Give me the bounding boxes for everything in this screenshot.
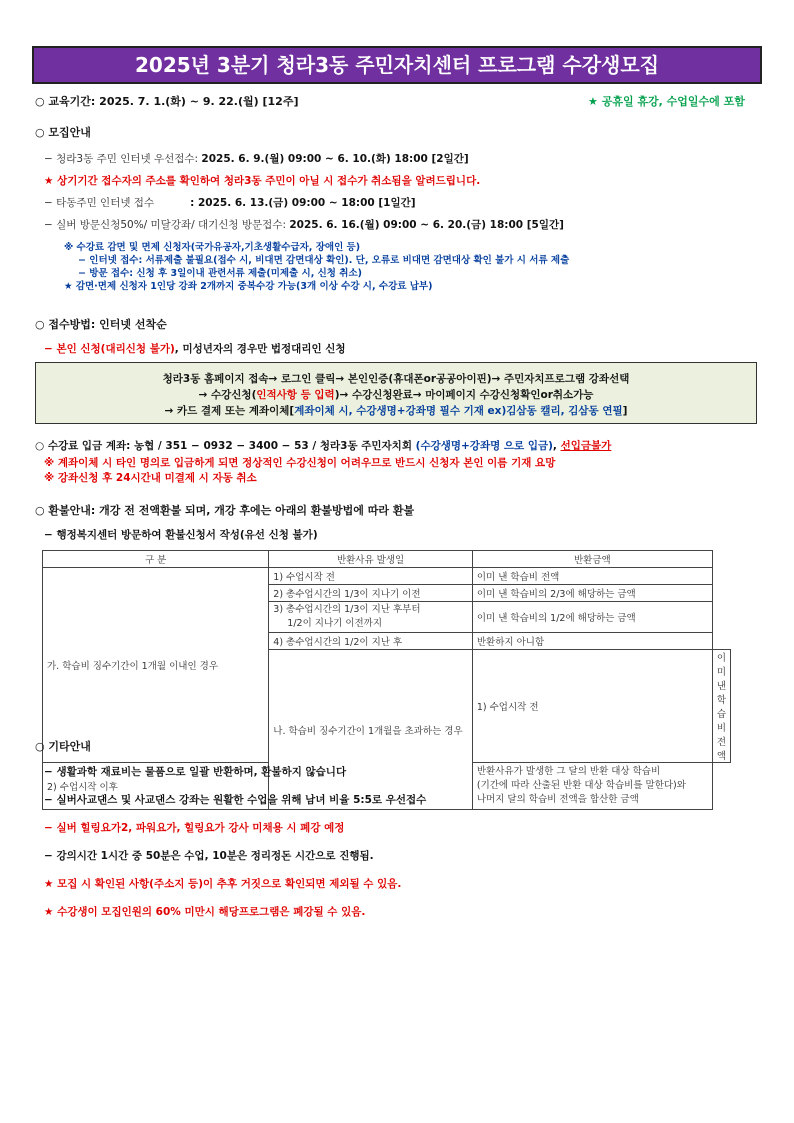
- recruit-line-3-label: − 실버 방문신청50%/ 미달강좌/ 대기신청 방문접수:: [44, 219, 290, 231]
- steps-personal-info: 인적사항 등 입력: [256, 389, 335, 401]
- account-note-1: ※ 계좌이체 시 타인 명의로 입금하게 되면 정상적인 수강신청이 어려우므로 반드시 신청자 본인 이름 기재 요망: [44, 457, 556, 469]
- refund-sub: − 행정복지센터 방문하여 환불신청서 작성(유선 신청 불가): [44, 529, 318, 541]
- reduction-online: − 인터넷 접수: 서류제출 불필요(접수 시, 비대면 감면대상 확인). 단, 오류로 비대면 감면대상 확인 불가 시 서류 제출: [78, 255, 570, 266]
- recruit-line-2: [44, 195, 416, 210]
- account-deposit-rule: (수강생명+강좌명 으로 입금): [415, 440, 553, 452]
- recruit-line-1: [44, 151, 469, 166]
- application-steps-box: [35, 362, 757, 424]
- table-row: 4) 총수업시간의 1/2이 지난 후 반환하지 아니함: [43, 633, 731, 650]
- recruit-heading: ○ 모집안내: [35, 126, 91, 139]
- account-line: ○ 수강료 입금 계좌: 농협 / 351 − 0932 − 3400 − 53 / 청라3동 주민자치회 (수강생명+강좌명 으로 입금), 선입금불가: [35, 440, 612, 452]
- recruit-line-2-label: − 타동주민 인터넷 접수: [44, 197, 155, 209]
- table-row: 2) 총수업시간의 1/3이 지나기 이전 이미 낸 학습비의 2/3에 해당하는 금액: [43, 585, 731, 602]
- etc-item-3: − 실버 힐링요가2, 파워요가, 힐링요가 강사 미채용 시 폐강 예정: [44, 822, 345, 834]
- method-minor-note: , 미성년자의 경우만 법정대리인 신청: [174, 343, 346, 355]
- method-line: [44, 341, 346, 356]
- group-1-label: 가. 학습비 징수기간이 1개월 이내인 경우: [43, 568, 269, 763]
- method-self-only: − 본인 신청(대리신청 불가): [44, 343, 175, 355]
- steps-line-2: → 수강신청(인적사항 등 입력)→ 수강신청완료→ 마이페이지 수강신청확인or취소가능: [198, 389, 594, 401]
- etc-heading: ○ 기타안내: [35, 740, 91, 753]
- account-no-prepay: 선입금불가: [560, 440, 612, 452]
- steps-transfer-note: 계좌이체 시, 수강생명+강좌명 필수 기재 ex)김삼동 캘리, 김삼동 연필: [294, 405, 623, 417]
- refund-heading: ○ 환불안내: 개강 전 전액환불 되며, 개강 후에는 아래의 환불방법에 따라 환불: [35, 504, 415, 517]
- header-reason: 반환사유 발생일: [269, 551, 473, 568]
- account-note-2: ※ 강좌신청 후 24시간내 미결제 시 자동 취소: [44, 472, 257, 484]
- recruit-line-3: [44, 217, 564, 232]
- header-category: 구 분: [43, 551, 269, 568]
- account-info: ○ 수강료 입금 계좌: 농협 / 351 − 0932 − 3400 − 53 / 청라3동 주민자치회: [35, 440, 416, 452]
- etc-item-4: − 강의시간 1시간 중 50분은 수업, 10분은 정리정돈 시간으로 진행됨.: [44, 850, 374, 862]
- steps-line-1: 청라3동 홈페이지 접속→ 로그인 클릭→ 본인인증(휴대폰or공공아이핀)→ 주민자치프로그램 강좌선택: [162, 373, 630, 385]
- table-row: 3) 총수업시간의 1/3이 지난 후부터 1/2이 지나기 이전까지 이미 낸 학습비의 1/2에 해당하는 금액: [43, 602, 731, 633]
- group-2-label: 나. 학습비 징수기간이 1개월을 초과하는 경우: [269, 650, 473, 810]
- holiday-note: ★ 공휴일 휴강, 수업일수에 포함: [588, 95, 745, 108]
- table-row: 2) 수업시작 이후 반환사유가 발생한 그 달의 반환 대상 학습비 (기간에 따라 산출된 반환 대상 학습비를 말한다)와 나머지 달의 학습비 전액을 합산한 금액: [43, 763, 731, 810]
- page-title: 2025년 3분기 청라3동 주민자치센터 프로그램 수강생모집: [32, 46, 762, 84]
- recruit-warning: ★ 상기기간 접수자의 주소를 확인하여 청라3동 주민이 아닐 시 접수가 취소됨을 알려드립니다.: [44, 175, 481, 187]
- table-row: 가. 학습비 징수기간이 1개월 이내인 경우 1) 수업시작 전 이미 낸 학습비 전액: [43, 568, 731, 585]
- reduction-visit: − 방문 접수: 신청 후 3일이내 관련서류 제출(미제출 시, 신청 취소): [78, 268, 362, 279]
- table-header-row: [43, 551, 731, 568]
- steps-line-3: → 카드 결제 또는 계좌이체[계좌이체 시, 수강생명+강좌명 필수 기재 ex)김삼동 캘리, 김삼동 연필]: [164, 405, 628, 417]
- reduction-note: ※ 수강료 감면 및 면제 신청자(국가유공자,기초생활수급자, 장애인 등): [64, 242, 361, 253]
- method-heading: ○ 접수방법: 인터넷 선착순: [35, 318, 167, 331]
- etc-item-6: ★ 수강생이 모집인원의 60% 미만시 해당프로그램은 폐강될 수 있음.: [44, 906, 366, 918]
- recruit-line-1-label: − 청라3동 주민 인터넷 우선접수:: [44, 153, 202, 165]
- etc-item-2: − 실버사교댄스 및 사교댄스 강좌는 원활한 수업을 위해 남녀 비율 5:5로 우선접수: [44, 794, 427, 806]
- education-period: ○ 교육기간: 2025. 7. 1.(화) ~ 9. 22.(월) [12주]: [35, 95, 299, 108]
- reduction-limit: ★ 감면·면제 신청자 1인당 강좌 2개까지 중복수강 가능(3개 이상 수강 시, 수강료 납부): [64, 281, 433, 292]
- recruit-line-2-date: : 2025. 6. 13.(금) 09:00 ~ 18:00 [1일간]: [190, 197, 416, 209]
- etc-item-5: ★ 모집 시 확인된 사항(주소지 등)이 추후 거짓으로 확인되면 제외될 수 있음.: [44, 878, 402, 890]
- etc-item-1: − 생활과학 재료비는 물품으로 일괄 반환하며, 환불하지 않습니다: [44, 766, 347, 778]
- table-row: 나. 학습비 징수기간이 1개월을 초과하는 경우 1) 수업시작 전 이미 낸 학습비 전액: [43, 650, 731, 763]
- header-amount: 반환금액: [472, 551, 712, 568]
- recruit-line-1-date: 2025. 6. 9.(월) 09:00 ~ 6. 10.(화) 18:00 [2일간]: [201, 153, 469, 165]
- recruit-line-3-date: 2025. 6. 16.(월) 09:00 ~ 6. 20.(금) 18:00 [5일간]: [289, 219, 564, 231]
